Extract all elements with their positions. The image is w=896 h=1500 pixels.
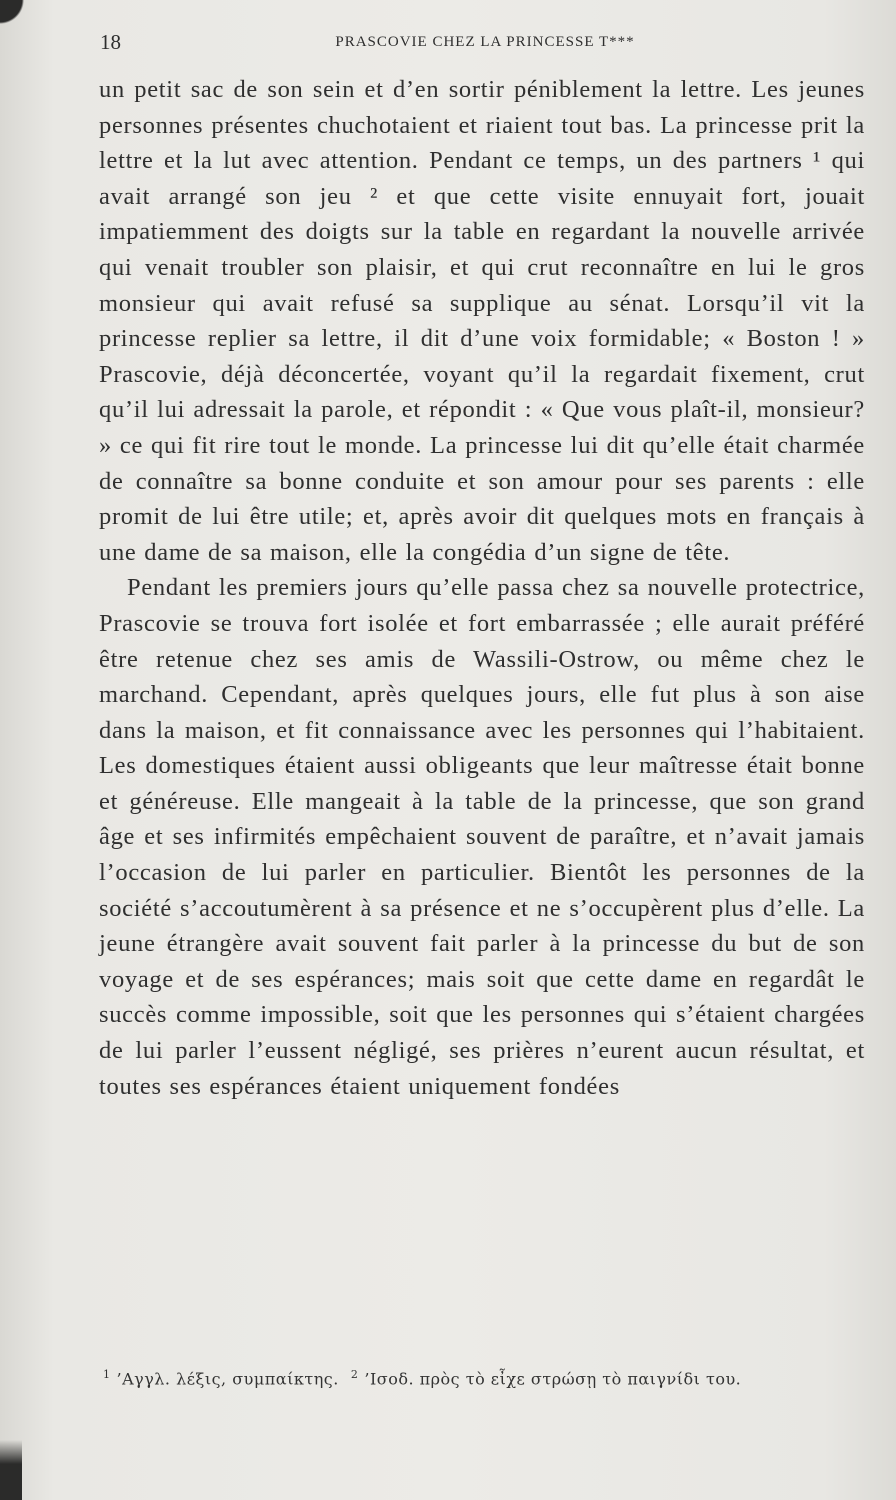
footnote-2-text: ’Ισοδ. πρὸς τὸ εἶχε στρώσῃ τὸ παιγνίδι του. [364, 1369, 742, 1389]
page-corner-shadow [0, 0, 30, 60]
page-edge-shadow [0, 1440, 22, 1500]
running-head [100, 30, 870, 58]
paragraph-2: Pendant les premiers jours qu’elle passa chez sa nouvelle protectrice, Prascovie se trouva fort isolée et fort embarrassée ; elle aurait préféré être retenue chez ses amis de Wassili-Ostrow, ou même chez le marchand. Cependant, après quelques jours, elle fut plus à son aise dans la maison, et fit connaissance avec les personnes qui l’habitaient. Les domestiques étaient aussi obligeants que leur maîtresse était bonne et généreuse. Elle mangeait à la table de la princesse, que son grand âge et ses infirmités empêchaient souvent de paraître, et n’avait jamais l’occasion de lui parler en particulier. Bientôt les personnes de la société s’accoutumèrent à sa présence et ne s’occupèrent plus d’elle. La jeune étrangère avait souvent fait parler à la princesse du but de son voyage et de ses espérances; mais soit que cette dame en regardât le succès comme impossible, soit que les personnes qui s’étaient chargées de lui parler l’eussent négligé, ses prières n’eurent aucun résultat, et toutes ses espérances étaient uniquement fondées [99, 574, 865, 1100]
body-text [99, 72, 865, 1104]
footnote-1-mark: 1 [103, 1368, 111, 1381]
running-title: PRASCOVIE CHEZ LA PRINCESSE T*** [335, 34, 635, 50]
paragraph-1: un petit sac de son sein et d’en sortir péniblement la lettre. Les jeunes personnes présentes chuchotaient et riaient tout bas. La princesse prit la lettre et la lut avec attention. Pendant ce temps, un des partners ¹ qui avait arrangé son jeu ² et que cette visite ennuyait fort, jouait impatiemment des doigts sur la table en regardant la nouvelle arrivée qui venait troubler son plaisir, et qui crut reconnaître en lui le gros monsieur qui avait refusé sa supplique au sénat. Lorsqu’il vit la princesse replier sa lettre, il dit d’une voix formidable; « Boston ! » Prascovie, déjà déconcertée, voyant qu’il la regardait fixement, crut qu’il lui adressait la parole, et répondit : « Que vous plaît-il, monsieur? » ce qui fit rire tout le monde. La princesse lui dit qu’elle était charmée de connaître sa bonne conduite et son amour pour ses parents : elle promit de lui être utile; et, après avoir dit quelques mots en français à une dame de sa maison, elle la congédia d’un signe de tête. [99, 76, 865, 566]
footnote-1-text: ’Αγγλ. λέξις, συμπαίκτης. [116, 1369, 339, 1389]
page-number: 18 [100, 30, 121, 54]
footnotes [103, 1368, 803, 1388]
footnote-2-mark: 2 [350, 1368, 359, 1381]
